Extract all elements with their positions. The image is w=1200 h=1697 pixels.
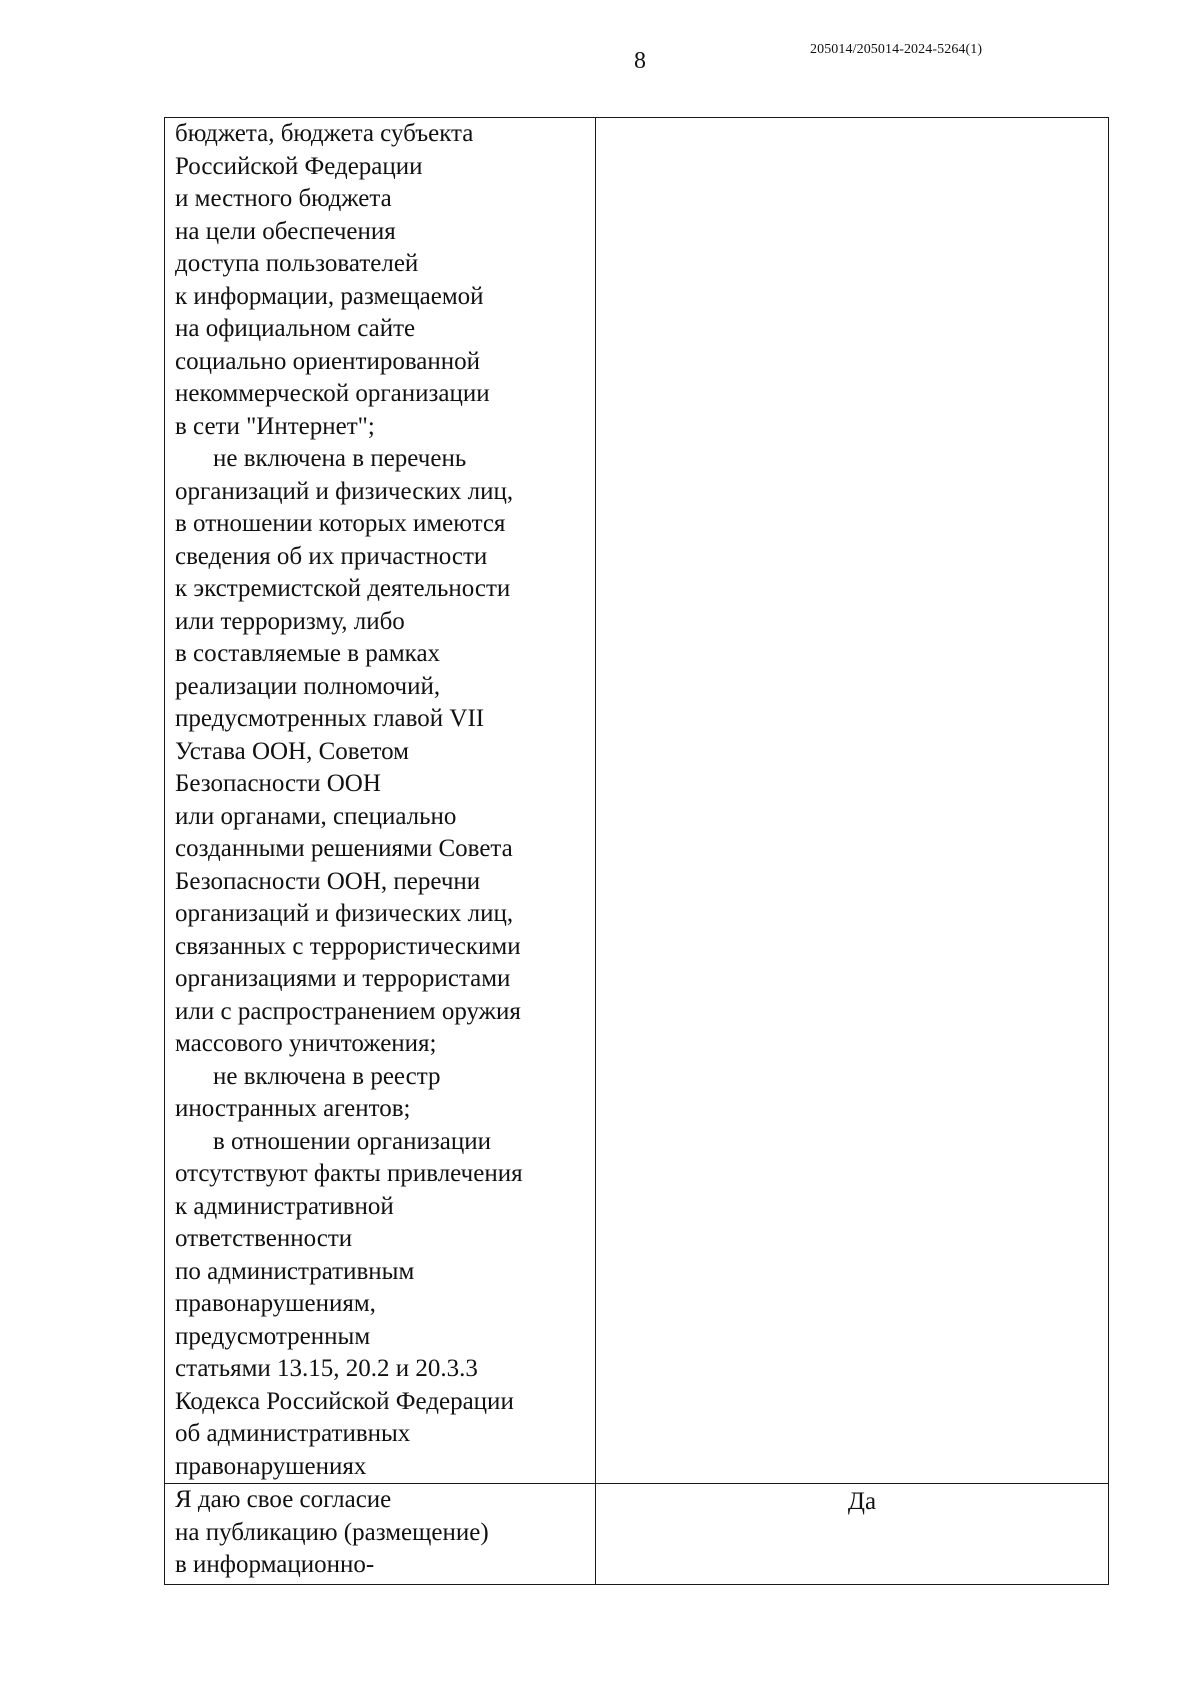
text-line: Я даю свое согласие xyxy=(175,1486,392,1513)
text-line: не включена в реестр xyxy=(213,1062,441,1090)
text-line: ответственности xyxy=(175,1225,353,1252)
text-line: социально ориентированной xyxy=(175,347,481,375)
text-line: организаций и физических лиц, xyxy=(175,900,514,927)
text-line: на публикацию (размещение) xyxy=(175,1518,489,1546)
text-line: бюджета, бюджета субъекта xyxy=(175,120,474,147)
form-table xyxy=(164,117,1109,1585)
text-line: об административных xyxy=(175,1420,411,1447)
text-line: иностранных агентов; xyxy=(175,1095,411,1122)
text-line: Устава ООН, Советом xyxy=(175,737,409,765)
page-number: 8 xyxy=(634,48,646,74)
criteria-cell xyxy=(165,118,596,1484)
text-line: или органами, специально xyxy=(175,802,457,830)
criteria-text xyxy=(165,1484,595,1582)
answer-cell xyxy=(596,1484,1109,1585)
text-line: в сети "Интернет"; xyxy=(175,412,375,440)
text-line: к информации, размещаемой xyxy=(175,282,484,310)
text-line: к административной xyxy=(175,1192,394,1220)
text-line: правонарушениях xyxy=(175,1452,367,1480)
text-line: реализации полномочий, xyxy=(175,672,441,700)
text-line: или терроризму, либо xyxy=(175,607,405,635)
text-line: доступа пользователей xyxy=(175,250,419,277)
text-line: по административным xyxy=(175,1257,415,1285)
text-line: и местного бюджета xyxy=(175,185,392,212)
text-line: в составляемые в рамках xyxy=(175,640,441,667)
text-line: в отношении которых имеются xyxy=(175,510,506,537)
criteria-cell xyxy=(165,1484,596,1585)
table-row xyxy=(165,118,1109,1484)
table-row xyxy=(165,1484,1109,1585)
text-line: не включена в перечень xyxy=(213,445,467,472)
text-line: Российской Федерации xyxy=(175,152,423,180)
text-line: правонарушениям, xyxy=(175,1290,376,1317)
answer-cell xyxy=(596,118,1109,1484)
text-line: предусмотренным xyxy=(175,1322,371,1350)
text-line: на цели обеспечения xyxy=(175,217,396,245)
document-id: 205014/205014-2024-5264(1) xyxy=(810,42,983,57)
text-line: в информационно- xyxy=(175,1551,375,1578)
text-line: Безопасности ООН, перечни xyxy=(175,867,481,895)
text-line: Кодекса Российской Федерации xyxy=(175,1387,514,1415)
text-line: Безопасности ООН xyxy=(175,770,381,797)
text-line: массового уничтожения; xyxy=(175,1030,437,1057)
text-line: организаций и физических лиц, xyxy=(175,477,514,505)
text-line: предусмотренных главой VII xyxy=(175,705,485,732)
text-line: на официальном сайте xyxy=(175,315,416,342)
answer-value: Да xyxy=(847,1488,877,1515)
text-line: статьями 13.15, 20.2 и 20.3.3 xyxy=(175,1355,478,1382)
text-line: отсутствуют факты привлечения xyxy=(175,1160,523,1187)
text-line: сведения об их причастности xyxy=(175,542,488,570)
text-line: в отношении организации xyxy=(213,1127,491,1155)
text-line: организациями и террористами xyxy=(175,965,511,992)
text-line: связанных с террористическими xyxy=(175,932,521,960)
text-line: к экстремистской деятельности xyxy=(175,575,511,602)
text-line: созданными решениями Совета xyxy=(175,835,513,862)
criteria-text xyxy=(165,118,595,1483)
text-line: некоммерческой организации xyxy=(175,380,490,407)
text-line: или с распространением оружия xyxy=(175,997,521,1025)
